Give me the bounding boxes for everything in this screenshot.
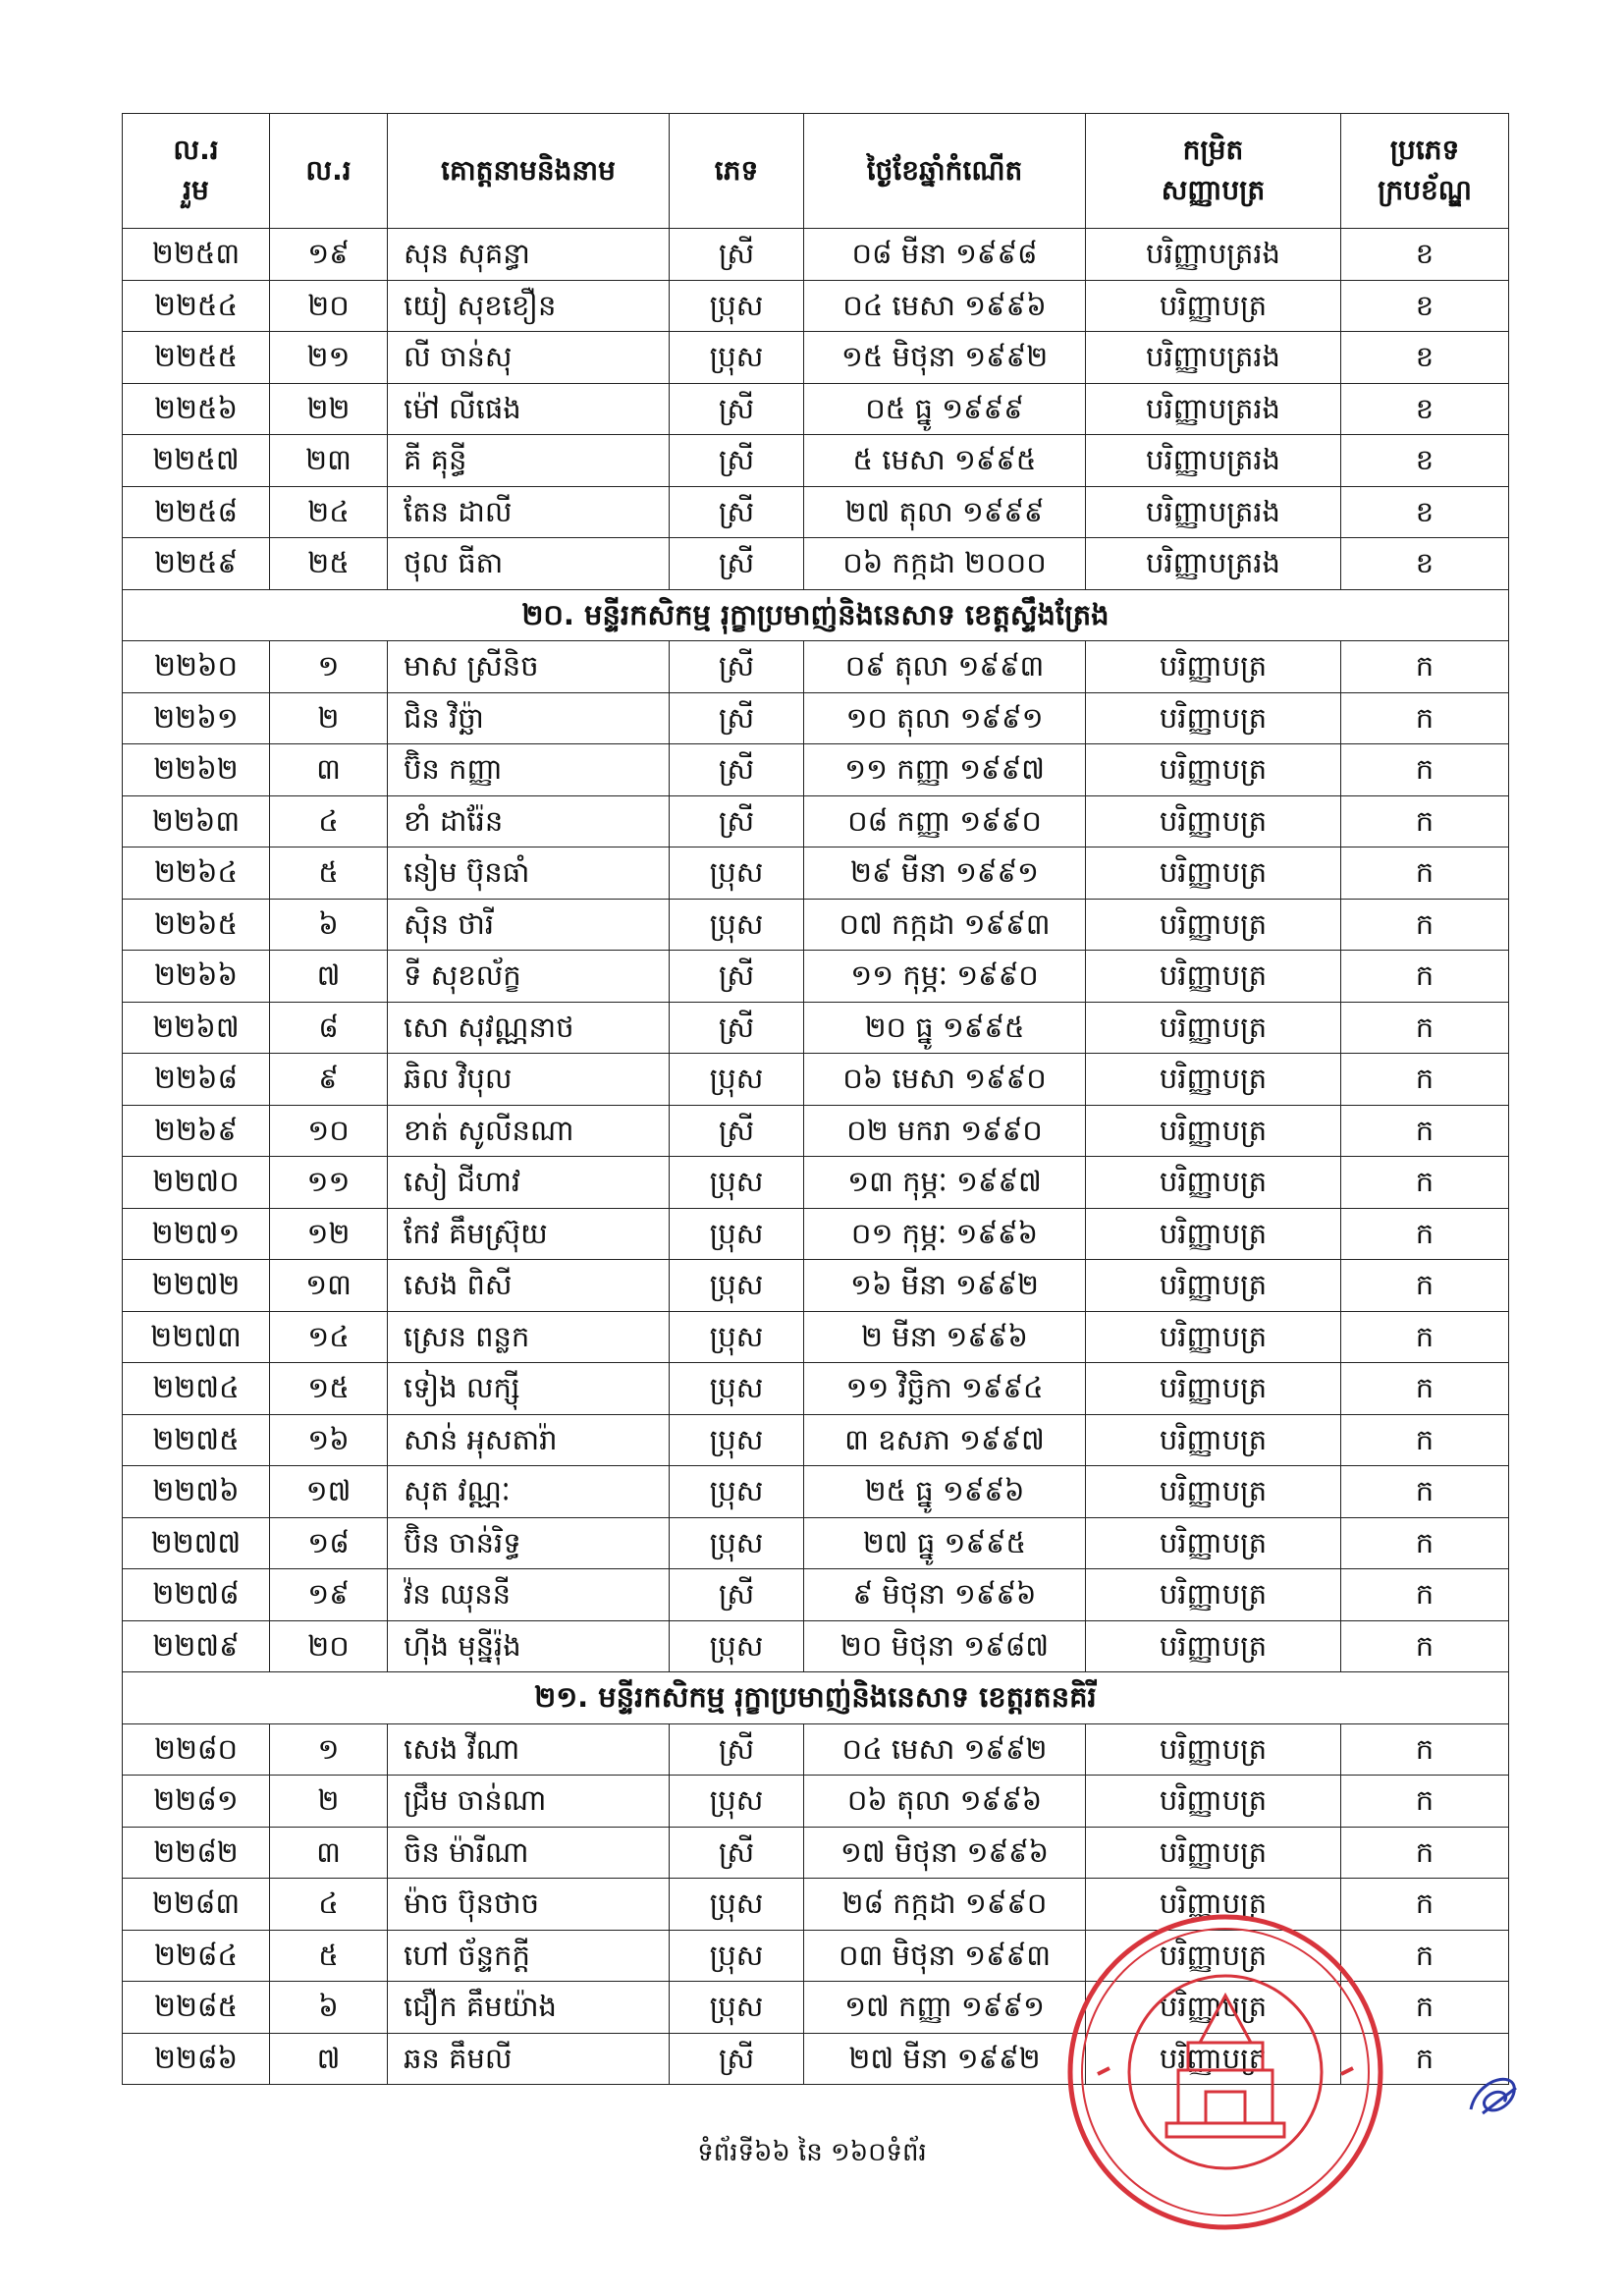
cell-framework-type: ក — [1341, 1208, 1509, 1260]
cell-name: នៀម ប៊ុនធាំ — [388, 847, 670, 900]
cell-no: ៦ — [270, 899, 388, 951]
cell-total-no: ២២៦៤ — [123, 847, 270, 900]
cell-sex: ប្រុស — [670, 1363, 804, 1415]
cell-sex: ប្រុស — [670, 1466, 804, 1518]
cell-sex: ប្រុស — [670, 1982, 804, 2034]
cell-framework-type: ក — [1341, 744, 1509, 796]
cell-sex: ប្រុស — [670, 1517, 804, 1569]
cell-framework-type: ក — [1341, 1827, 1509, 1879]
cell-degree-level: បរិញ្ញាបត្រ — [1086, 1466, 1341, 1518]
cell-name: ទី សុខល័ក្ខ — [388, 951, 670, 1003]
cell-framework-type: ក — [1341, 1105, 1509, 1157]
cell-no: ២១ — [270, 332, 388, 384]
cell-name: សុត វណ្ណៈ — [388, 1466, 670, 1518]
cell-framework-type: ក — [1341, 899, 1509, 951]
cell-birth-date: ២០ ធ្នូ ១៩៩៥ — [804, 1002, 1086, 1054]
table-row — [123, 795, 1509, 847]
cell-sex: ប្រុស — [670, 1776, 804, 1828]
cell-total-no: ២២៧៩ — [123, 1620, 270, 1672]
cell-degree-level: បរិញ្ញាបត្ររង — [1086, 538, 1341, 590]
cell-no: ១៩ — [270, 229, 388, 281]
cell-degree-level: បរិញ្ញាបត្ររង — [1086, 332, 1341, 384]
cell-total-no: ២២៦៣ — [123, 795, 270, 847]
header-no: ល.រ — [270, 114, 388, 229]
cell-no: ៥ — [270, 847, 388, 900]
cell-degree-level: បរិញ្ញាបត្រ — [1086, 1827, 1341, 1879]
table-row — [123, 435, 1509, 487]
cell-sex: ស្រី — [670, 1723, 804, 1776]
cell-birth-date: ០៧ កក្កដា ១៩៩៣ — [804, 899, 1086, 951]
section-heading: ២១. មន្ទីរកសិកម្ម រុក្ខាប្រមាញ់និងនេសាទ ខេត្តរតនគិរី — [123, 1672, 1509, 1724]
cell-framework-type: ក — [1341, 1620, 1509, 1672]
table-row — [123, 1827, 1509, 1879]
cell-birth-date: ១៥ មិថុនា ១៩៩២ — [804, 332, 1086, 384]
cell-framework-type: ក — [1341, 847, 1509, 900]
cell-framework-type: ក — [1341, 1260, 1509, 1312]
table-row — [123, 1363, 1509, 1415]
cell-name: ស៊ិន ថារី — [388, 899, 670, 951]
cell-sex: ស្រី — [670, 744, 804, 796]
cell-birth-date: ២៩ មីនា ១៩៩១ — [804, 847, 1086, 900]
cell-total-no: ២២៦០ — [123, 641, 270, 693]
cell-total-no: ២២៦២ — [123, 744, 270, 796]
cell-total-no: ២២៨៣ — [123, 1879, 270, 1931]
cell-framework-type: ក — [1341, 1002, 1509, 1054]
cell-degree-level: បរិញ្ញាបត្រ — [1086, 1054, 1341, 1106]
cell-name: ខាត់ សូលីនណា — [388, 1105, 670, 1157]
cell-total-no: ២២៦៥ — [123, 899, 270, 951]
cell-no: ១៨ — [270, 1517, 388, 1569]
table-header-row — [123, 114, 1509, 229]
cell-name: ជ្រឹម ចាន់ណា — [388, 1776, 670, 1828]
cell-sex: ស្រី — [670, 2033, 804, 2085]
table-row — [123, 1105, 1509, 1157]
cell-total-no: ២២៥៣ — [123, 229, 270, 281]
cell-framework-type: ក — [1341, 1879, 1509, 1931]
table-row — [123, 229, 1509, 281]
table-row — [123, 332, 1509, 384]
cell-degree-level: បរិញ្ញាបត្រ — [1086, 1208, 1341, 1260]
cell-degree-level: បរិញ្ញាបត្រ — [1086, 951, 1341, 1003]
cell-no: ៩ — [270, 1054, 388, 1106]
cell-sex: ប្រុស — [670, 280, 804, 332]
cell-name: សេង វីណា — [388, 1723, 670, 1776]
cell-no: ២៥ — [270, 538, 388, 590]
table-body — [123, 229, 1509, 2085]
cell-total-no: ២២៥៧ — [123, 435, 270, 487]
cell-no: ៤ — [270, 1879, 388, 1931]
cell-framework-type: ក — [1341, 1054, 1509, 1106]
cell-sex: ស្រី — [670, 435, 804, 487]
cell-birth-date: ១១ កញ្ញា ១៩៩៧ — [804, 744, 1086, 796]
cell-framework-type: ក — [1341, 1157, 1509, 1209]
cell-no: ៦ — [270, 1982, 388, 2034]
cell-degree-level: បរិញ្ញាបត្រ — [1086, 1311, 1341, 1363]
cell-total-no: ២២៨៦ — [123, 2033, 270, 2085]
cell-framework-type: ក — [1341, 1723, 1509, 1776]
cell-total-no: ២២៥៨ — [123, 486, 270, 538]
cell-birth-date: ០៤ មេសា ១៩៩៦ — [804, 280, 1086, 332]
cell-degree-level: បរិញ្ញាបត្រ — [1086, 1569, 1341, 1621]
cell-no: ៨ — [270, 1002, 388, 1054]
cell-name: សុន សុគន្ធា — [388, 229, 670, 281]
cell-name: ម៉ាច ប៊ុនថាច — [388, 1879, 670, 1931]
cell-birth-date: ០៦ មេសា ១៩៩០ — [804, 1054, 1086, 1106]
cell-name: សោ សុវណ្ណនាថ — [388, 1002, 670, 1054]
cell-no: ២ — [270, 1776, 388, 1828]
cell-framework-type: ខ — [1341, 538, 1509, 590]
cell-birth-date: ២៧ មីនា ១៩៩២ — [804, 2033, 1086, 2085]
cell-no: ២២ — [270, 383, 388, 435]
cell-sex: ស្រី — [670, 1827, 804, 1879]
cell-birth-date: ០៨ កញ្ញា ១៩៩០ — [804, 795, 1086, 847]
cell-birth-date: ២០ មិថុនា ១៩៨៧ — [804, 1620, 1086, 1672]
table-row — [123, 1620, 1509, 1672]
table-row — [123, 1260, 1509, 1312]
cell-sex: ប្រុស — [670, 1620, 804, 1672]
cell-no: ៣ — [270, 744, 388, 796]
table-row — [123, 1723, 1509, 1776]
table-row — [123, 1569, 1509, 1621]
cell-degree-level: បរិញ្ញាបត្រ — [1086, 1414, 1341, 1466]
cell-degree-level: បរិញ្ញាបត្រ — [1086, 692, 1341, 744]
cell-name: វ៉ន ឈុននី — [388, 1569, 670, 1621]
cell-no: ១២ — [270, 1208, 388, 1260]
cell-sex: ប្រុស — [670, 899, 804, 951]
cell-no: ១៩ — [270, 1569, 388, 1621]
cell-sex: ស្រី — [670, 795, 804, 847]
cell-framework-type: ក — [1341, 951, 1509, 1003]
cell-no: ១៥ — [270, 1363, 388, 1415]
cell-sex: ប្រុស — [670, 1208, 804, 1260]
cell-birth-date: ២ មីនា ១៩៩៦ — [804, 1311, 1086, 1363]
cell-name: សៀ ជីហាវ — [388, 1157, 670, 1209]
cell-degree-level: បរិញ្ញាបត្រ — [1086, 1517, 1341, 1569]
cell-sex: ស្រី — [670, 692, 804, 744]
cell-name: គី គុន្ធី — [388, 435, 670, 487]
cell-total-no: ២២៦៩ — [123, 1105, 270, 1157]
cell-name: ម៉ៅ លីផេង — [388, 383, 670, 435]
cell-degree-level: បរិញ្ញាបត្រ — [1086, 795, 1341, 847]
cell-degree-level: បរិញ្ញាបត្រ — [1086, 1002, 1341, 1054]
cell-name: ហ៊ីង មុន្នីរ៉ុង — [388, 1620, 670, 1672]
cell-sex: ប្រុស — [670, 1054, 804, 1106]
table-row — [123, 1776, 1509, 1828]
cell-no: ៥ — [270, 1930, 388, 1982]
table-row — [123, 641, 1509, 693]
cell-framework-type: ខ — [1341, 435, 1509, 487]
cell-framework-type: ក — [1341, 641, 1509, 693]
cell-name: ឆិល វិបុល — [388, 1054, 670, 1106]
cell-name: តែន ដាលី — [388, 486, 670, 538]
cell-no: ១៧ — [270, 1466, 388, 1518]
cell-birth-date: ០៤ មេសា ១៩៩២ — [804, 1723, 1086, 1776]
header-name: គោត្តនាមនិងនាម — [388, 114, 670, 229]
cell-no: ១៣ — [270, 1260, 388, 1312]
cell-total-no: ២២៨២ — [123, 1827, 270, 1879]
table-row — [123, 1054, 1509, 1106]
cell-degree-level: បរិញ្ញាបត្រ — [1086, 1105, 1341, 1157]
cell-name: សេង ពិសី — [388, 1260, 670, 1312]
table-row — [123, 486, 1509, 538]
cell-sex: ប្រុស — [670, 847, 804, 900]
cell-degree-level: បរិញ្ញាបត្រ — [1086, 744, 1341, 796]
table-row — [123, 847, 1509, 900]
cell-degree-level: បរិញ្ញាបត្ររង — [1086, 435, 1341, 487]
cell-sex: ប្រុស — [670, 1930, 804, 1982]
cell-framework-type: ក — [1341, 692, 1509, 744]
cell-framework-type: ក — [1341, 1311, 1509, 1363]
cell-no: ៣ — [270, 1827, 388, 1879]
table-row — [123, 1208, 1509, 1260]
table-row — [123, 538, 1509, 590]
cell-no: ១៤ — [270, 1311, 388, 1363]
cell-name: ចិន ម៉ារីណា — [388, 1827, 670, 1879]
cell-sex: ស្រី — [670, 951, 804, 1003]
cell-framework-type: ខ — [1341, 280, 1509, 332]
cell-sex: ប្រុស — [670, 1260, 804, 1312]
cell-name: ជឿក គឹមយ៉ាង — [388, 1982, 670, 2034]
cell-birth-date: ១៧ មិថុនា ១៩៩៦ — [804, 1827, 1086, 1879]
cell-total-no: ២២៧៣ — [123, 1311, 270, 1363]
table-row — [123, 899, 1509, 951]
header-sex: ភេទ — [670, 114, 804, 229]
cell-framework-type: ក — [1341, 795, 1509, 847]
section-heading-row — [123, 1672, 1509, 1724]
cell-sex: ប្រុស — [670, 1157, 804, 1209]
cell-degree-level: បរិញ្ញាបត្រ — [1086, 641, 1341, 693]
cell-total-no: ២២៦១ — [123, 692, 270, 744]
cell-framework-type: ក — [1341, 1363, 1509, 1415]
cell-total-no: ២២៧១ — [123, 1208, 270, 1260]
page-number: ទំព័រទី៦៦ នៃ ១៦០ទំព័រ — [697, 2138, 927, 2167]
table-row — [123, 1311, 1509, 1363]
cell-total-no: ២២៧០ — [123, 1157, 270, 1209]
cell-degree-level: បរិញ្ញាបត្ររង — [1086, 383, 1341, 435]
cell-no: ១០ — [270, 1105, 388, 1157]
cell-no: ១១ — [270, 1157, 388, 1209]
cell-total-no: ២២៨៤ — [123, 1930, 270, 1982]
cell-birth-date: ២៧ តុលា ១៩៩៩ — [804, 486, 1086, 538]
cell-degree-level: បរិញ្ញាបត្រ — [1086, 847, 1341, 900]
cell-birth-date: ០៨ មីនា ១៩៩៨ — [804, 229, 1086, 281]
cell-degree-level: បរិញ្ញាបត្រ — [1086, 1260, 1341, 1312]
cell-framework-type: ខ — [1341, 332, 1509, 384]
cell-birth-date: ១៦ មីនា ១៩៩២ — [804, 1260, 1086, 1312]
cell-degree-level: បរិញ្ញាបត្រ — [1086, 280, 1341, 332]
cell-total-no: ២២៨៥ — [123, 1982, 270, 2034]
cell-sex: ប្រុស — [670, 1414, 804, 1466]
cell-birth-date: ១៣ កុម្ភៈ ១៩៩៧ — [804, 1157, 1086, 1209]
cell-no: ១៦ — [270, 1414, 388, 1466]
cell-birth-date: ០៦ តុលា ១៩៩៦ — [804, 1776, 1086, 1828]
cell-degree-level: បរិញ្ញាបត្រ — [1086, 1930, 1341, 1982]
cell-no: ១ — [270, 1723, 388, 1776]
cell-total-no: ២២៧៤ — [123, 1363, 270, 1415]
cell-sex: ស្រី — [670, 486, 804, 538]
table-row — [123, 280, 1509, 332]
cell-total-no: ២២៦៦ — [123, 951, 270, 1003]
cell-no: ២០ — [270, 280, 388, 332]
cell-sex: ស្រី — [670, 641, 804, 693]
cell-birth-date: ៥ មេសា ១៩៩៥ — [804, 435, 1086, 487]
header-framework-type: ប្រភេទ ក្របខ័ណ្ឌ — [1341, 114, 1509, 229]
cell-framework-type: ក — [1341, 1466, 1509, 1518]
cell-name: ប៊ិន កញ្ញា — [388, 744, 670, 796]
cell-no: ៧ — [270, 951, 388, 1003]
cell-degree-level: បរិញ្ញាបត្រ — [1086, 1723, 1341, 1776]
cell-sex: ស្រី — [670, 1569, 804, 1621]
cell-total-no: ២២៥៥ — [123, 332, 270, 384]
cell-birth-date: ១១ វិច្ឆិកា ១៩៩៤ — [804, 1363, 1086, 1415]
cell-name: ទៀង លក្ស៊ី — [388, 1363, 670, 1415]
cell-sex: ស្រី — [670, 1002, 804, 1054]
cell-sex: ប្រុស — [670, 1311, 804, 1363]
cell-name: ជិន វិច្ឆ៉ា — [388, 692, 670, 744]
cell-total-no: ២២៧៦ — [123, 1466, 270, 1518]
table-row — [123, 744, 1509, 796]
cell-birth-date: ៩ មិថុនា ១៩៩៦ — [804, 1569, 1086, 1621]
header-degree-level: កម្រិត សញ្ញាបត្រ — [1086, 114, 1341, 229]
cell-total-no: ២២៥៦ — [123, 383, 270, 435]
cell-birth-date: ១១ កុម្ភៈ ១៩៩០ — [804, 951, 1086, 1003]
cell-birth-date: ០៦ កក្កដា ២០០០ — [804, 538, 1086, 590]
cell-degree-level: បរិញ្ញាបត្រ — [1086, 1982, 1341, 2034]
cell-birth-date: ០៣ មិថុនា ១៩៩៣ — [804, 1930, 1086, 1982]
cell-framework-type: ក — [1341, 1414, 1509, 1466]
cell-birth-date: ២៥ ធ្នូ ១៩៩៦ — [804, 1466, 1086, 1518]
cell-framework-type: ក — [1341, 1930, 1509, 1982]
cell-total-no: ២២៥៤ — [123, 280, 270, 332]
cell-no: ១ — [270, 641, 388, 693]
table-row — [123, 1414, 1509, 1466]
cell-name: មាស ស្រីនិច — [388, 641, 670, 693]
cell-framework-type: ក — [1341, 1776, 1509, 1828]
staff-list-table — [122, 113, 1509, 2085]
cell-degree-level: បរិញ្ញាបត្រ — [1086, 1776, 1341, 1828]
header-birth-date: ថ្ងៃខែឆ្នាំកំណើត — [804, 114, 1086, 229]
cell-no: ២ — [270, 692, 388, 744]
cell-degree-level: បរិញ្ញាបត្រ — [1086, 1363, 1341, 1415]
cell-total-no: ២២៦៧ — [123, 1002, 270, 1054]
cell-total-no: ២២៧២ — [123, 1260, 270, 1312]
cell-name: សាន់ អុសតារ៉ា — [388, 1414, 670, 1466]
cell-no: ២៣ — [270, 435, 388, 487]
table-row — [123, 383, 1509, 435]
cell-name: ហៅ ច័ន្ទកក្តី — [388, 1930, 670, 1982]
cell-framework-type: ខ — [1341, 383, 1509, 435]
cell-total-no: ២២៨១ — [123, 1776, 270, 1828]
cell-degree-level: បរិញ្ញាបត្រ — [1086, 2033, 1341, 2085]
section-heading: ២០. មន្ទីរកសិកម្ម រុក្ខាប្រមាញ់និងនេសាទ ខេត្តស្ទឹងត្រែង — [123, 589, 1509, 641]
cell-degree-level: បរិញ្ញាបត្រ — [1086, 899, 1341, 951]
table-row — [123, 1002, 1509, 1054]
cell-degree-level: បរិញ្ញាបត្ររង — [1086, 229, 1341, 281]
cell-name: កែវ គឹមស្រ៊ុយ — [388, 1208, 670, 1260]
table-row — [123, 1157, 1509, 1209]
cell-total-no: ២២៨០ — [123, 1723, 270, 1776]
cell-degree-level: បរិញ្ញាបត្ររង — [1086, 486, 1341, 538]
cell-birth-date: ៣ ឧសភា ១៩៩៧ — [804, 1414, 1086, 1466]
cell-birth-date: ០១ កុម្ភៈ ១៩៩៦ — [804, 1208, 1086, 1260]
cell-total-no: ២២៧៥ — [123, 1414, 270, 1466]
cell-birth-date: ០៥ ធ្នូ ១៩៩៩ — [804, 383, 1086, 435]
cell-framework-type: ក — [1341, 1517, 1509, 1569]
cell-framework-type: ខ — [1341, 229, 1509, 281]
cell-total-no: ២២៥៩ — [123, 538, 270, 590]
table-row — [123, 951, 1509, 1003]
cell-sex: ស្រី — [670, 538, 804, 590]
cell-no: ៤ — [270, 795, 388, 847]
cell-framework-type: ក — [1341, 1569, 1509, 1621]
cell-birth-date: ១៧ កញ្ញា ១៩៩១ — [804, 1982, 1086, 2034]
cell-name: ខាំ ដារ៉ែន — [388, 795, 670, 847]
official-seal-icon — [1058, 1905, 1392, 2239]
cell-framework-type: ក — [1341, 2033, 1509, 2085]
cell-birth-date: ១០ តុលា ១៩៩១ — [804, 692, 1086, 744]
table-row — [123, 1517, 1509, 1569]
cell-birth-date: ២៨ កក្កដា ១៩៩០ — [804, 1879, 1086, 1931]
cell-degree-level: បរិញ្ញាបត្រ — [1086, 1620, 1341, 1672]
cell-name: ឆន គឹមលី — [388, 2033, 670, 2085]
cell-no: ២៤ — [270, 486, 388, 538]
cell-birth-date: ០៩ តុលា ១៩៩៣ — [804, 641, 1086, 693]
cell-name: ស្រេន ពន្លក — [388, 1311, 670, 1363]
cell-sex: ប្រុស — [670, 332, 804, 384]
cell-sex: ស្រី — [670, 1105, 804, 1157]
cell-name: ថុល ធីតា — [388, 538, 670, 590]
cell-total-no: ២២៦៨ — [123, 1054, 270, 1106]
cell-name: លី ចាន់សុ — [388, 332, 670, 384]
signature-icon — [1465, 2070, 1524, 2119]
cell-name: ប៊ិន ចាន់រិទ្ធ — [388, 1517, 670, 1569]
cell-sex: ស្រី — [670, 229, 804, 281]
table-row — [123, 692, 1509, 744]
cell-sex: ប្រុស — [670, 1879, 804, 1931]
cell-sex: ស្រី — [670, 383, 804, 435]
cell-framework-type: ខ — [1341, 486, 1509, 538]
table-row — [123, 1466, 1509, 1518]
cell-no: ២០ — [270, 1620, 388, 1672]
header-total-no: ល.រ រួម — [123, 114, 270, 229]
cell-degree-level: បរិញ្ញាបត្រ — [1086, 1157, 1341, 1209]
cell-birth-date: ២៧ ធ្នូ ១៩៩៥ — [804, 1517, 1086, 1569]
cell-no: ៧ — [270, 2033, 388, 2085]
cell-total-no: ២២៧៧ — [123, 1517, 270, 1569]
section-heading-row — [123, 589, 1509, 641]
cell-framework-type: ក — [1341, 1982, 1509, 2034]
cell-name: យៀ សុខខឿន — [388, 280, 670, 332]
cell-total-no: ២២៧៨ — [123, 1569, 270, 1621]
cell-degree-level: បរិញ្ញាបត្រ — [1086, 1879, 1341, 1931]
cell-birth-date: ០២ មករា ១៩៩០ — [804, 1105, 1086, 1157]
